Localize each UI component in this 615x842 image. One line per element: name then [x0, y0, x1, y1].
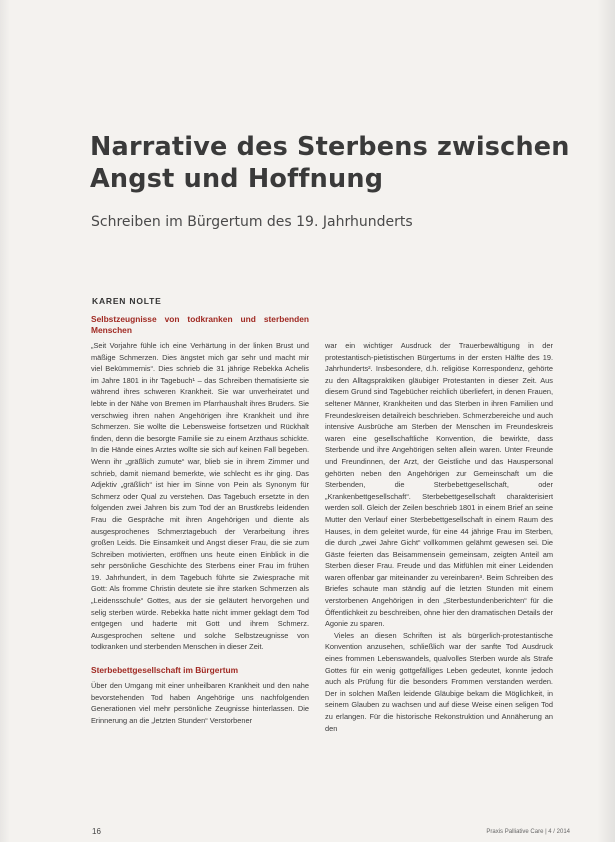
left-text-column [91, 314, 309, 726]
article-subtitle: Schreiben im Bürgertum des 19. Jahrhunderts [91, 214, 413, 230]
body-paragraph: Vieles an diesen Schriften ist als bürgerlich-protestantische Konvention anzusehen, schließlich war der sanfte Tod Ausdruck eines frommen Lebenswandels, qualvolles Sterben wurde als Strafe Gottes für ein wenig gottgefälliges Leben gedeutet, konnte jedoch auch als Prüfung für die besonders Frommen verstanden werden. Der in solchen Maßen leidende Gläubige bekam die Möglichkeit, in seinem Glauben zu wachsen und auf diese Weise einen seligen Tod zu erlangen. Für die historische Rekonstruktion und Annäherung an den [325, 630, 553, 733]
body-paragraph: „Seit Vorjahre fühle ich eine Verhärtung in der linken Brust und mäßige Schmerzen. Dies ängstet mich gar sehr und macht mir viel Bekümmernis“. Dies schrieb die 31 jährige Rebekka Achelis im Jahre 1801 in ihr Tagebuch¹ – das Schreiben thematisierte sie während ihres schweren Krankheit. Sie war unverheiratet und lebte in der Nähe von Bremen im Pfarrhaushalt ihres Bruders. Sie verschwieg ihren nahen Angehörigen ihre Krankheit und ihre Schmerzen. Sie wollte die Lebensweise fortsetzen und Rückhalt finden, denn die besorgte Familie sie zu einem Arzthaus schickte. In die Hände eines Arztes wollte sie sich auf keinen Fall begeben. Wenn ihr „gräßlich zumute“ war, blieb sie in ihrem Zimmer und schrieb, damit niemand bemerkte, wie schlecht es ihr ging. Das Adjektiv „gräßlich“ ist hier im Sinne von Pein als Synonym für Schmerz oder Qual zu verstehen. Das Tagebuch ersetzte in den folgenden zwei Jahren bis zum Tod der an Brustkrebs leidenden Frau die Gespräche mit ihren Angehörigen und diente als ausgesprochenes Schmerztagebuch der Verarbeitung ihres großen Leids. Die Einsamkeit und Angst dieser Frau, die sie zum Schreiben motivierten, eröffnen uns heute einen Einblick in die sehr persönliche Geschichte des Sterbens einer Frau im frühen 19. Jahrhundert, in dem Tagebuch führte sie Zwiesprache mit Gott: Als fromme Christin deutete sie ihre starken Schmerzen als „Leidensschule“ Gottes, aus der sie geläutert hervorgehen und selig sterben würde. Rebekka hatte nicht immer geklagt dem Tod entgegen und haderte mit Gott und ihrem Schmerz. Ausgesprochen seltene und solche Selbstzeugnisse von todkranken und sterbenden Menschen in dieser Zeit. [91, 341, 309, 652]
journal-footer: Praxis Palliative Care | 4 / 2014 [486, 829, 570, 835]
article-author: KAREN NOLTE [92, 296, 162, 306]
section-heading: Sterbebettgesellschaft im Bürgertum [91, 665, 239, 676]
scan-edge-shadow [0, 0, 10, 842]
section-heading: Selbstzeugnisse von todkranken und sterbenden Menschen [91, 314, 309, 335]
page-number: 16 [92, 827, 101, 836]
body-paragraph: war ein wichtiger Ausdruck der Trauerbewältigung in der protestantisch-pietistischen Bürgertums in der ersten Hälfte des 19. Jahrhunderts². Insbesondere, d.h. religiöse Korrespondenz, gehörte zu den Alltagspraktiken gläubiger Protestanten in dieser Zeit. Aus diesem Grund sind Tagebücher reichlich überliefert, in denen Frauen, seltener Männer, Krankheiten und das Sterben in ihren Familien und Freundeskreisen detailreich beschrieben. Schmerzbereiche und auch intensive Ausbrüche am Sterben der Menschen im Freundeskreis waren eine gesellschaftliche Konvention, die bewirkte, dass Sterbende und ihre Angehörigen selten allein waren. Unter Freunde und Freundinnen, der Arzt, der Geistliche und das Hauspersonal gehörten neben den Angehörigen zur Gemeinschaft um die Sterbenden, die Sterbebettgesellschaft, oder „Krankenbettgesellschaft“. Sterbebettgesellschaft charakterisiert werden soll. Gleich der Zeilen beschrieb 1801 in einem Brief an seine Mutter den Verlauf einer Sterbebettgesellschaft in einem Raum des Hauses, in dem geleitet wurde, für eine 44 jährige Frau im Sterben, die durch „zwei Jahre Gicht“ vollkommen gelähmt gewesen sei. Die Gäste feierten das Beisammensein gemeinsam, zeigten Anteil am Sterben dieser Frau. Freude und das Mitfühlen mit einer Leidenden waren offenbar gar miteinander zu vereinbaren³. Beim Schreiben des Briefes schaute man ständig auf die letzten Stunden mit einem verstorbenen Angehörigen in den „Sterbestundenberichten“ für die Öffentlichkeit zu beschreiben, ohne hier den dramatischen Details der Agonie zu sparen. [325, 341, 553, 629]
right-text-column [325, 340, 553, 734]
article-title: Narrative des Sterbens zwischen Angst und Hoffnung [90, 132, 570, 194]
body-paragraph: Über den Umgang mit einer unheilbaren Krankheit und den nahe bevorstehenden Tod haben Angehörige uns nachfolgenden Generationen viel mehr persönliche Zeugnisse hinterlassen. Die Erinnerung an die „letzten Stunden“ Verstorbener [91, 681, 309, 725]
scan-edge-shadow [597, 0, 615, 842]
